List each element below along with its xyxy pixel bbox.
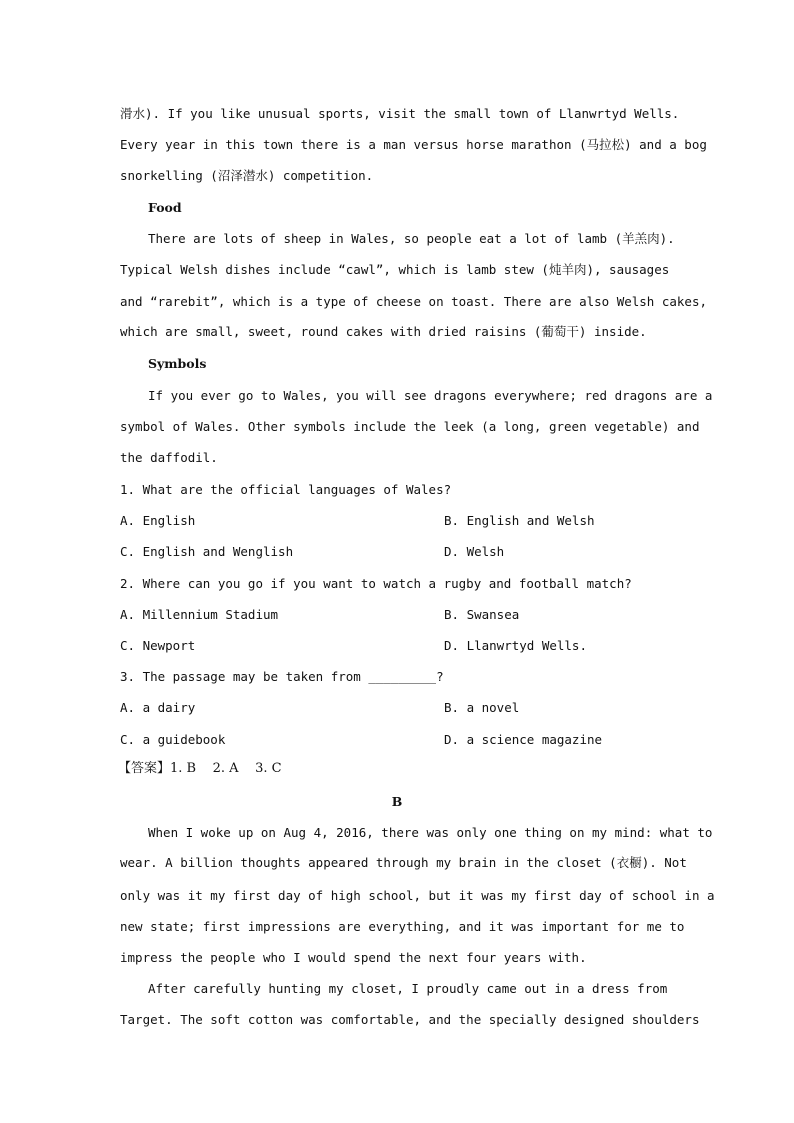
option-b: B. Swansea bbox=[444, 607, 520, 622]
option-a: A. English bbox=[120, 513, 196, 528]
passage-line: and “rarebit”, which is a type of cheese on toast. There are also Welsh cakes, bbox=[120, 294, 707, 309]
option-a: A. a dairy bbox=[120, 700, 196, 715]
answer-key: 【答案】1. B 2. A 3. C bbox=[118, 761, 282, 776]
passage-line: wear. A billion thoughts appeared through my brain in the closet (衣橱). Not bbox=[120, 855, 687, 870]
passage-line: which are small, sweet, round cakes with dried raisins (葡萄干) inside. bbox=[120, 324, 647, 339]
passage-line: Every year in this town there is a man versus horse marathon (马拉松) and a bog bbox=[120, 137, 707, 152]
option-b: B. a novel bbox=[444, 700, 520, 715]
passage-line: 滑水). If you like unusual sports, visit the small town of Llanwrtyd Wells. bbox=[120, 106, 680, 121]
option-c: C. English and Wenglish bbox=[120, 544, 294, 559]
passage-line: Target. The soft cotton was comfortable, and the specially designed shoulders bbox=[120, 1012, 700, 1027]
question-text: 2. Where can you go if you want to watch a rugby and football match? bbox=[120, 576, 632, 591]
option-b: B. English and Welsh bbox=[444, 513, 595, 528]
option-d: D. a science magazine bbox=[444, 732, 603, 747]
passage-line: Typical Welsh dishes include “cawl”, which is lamb stew (炖羊肉), sausages bbox=[120, 262, 670, 277]
option-c: C. a guidebook bbox=[120, 732, 226, 747]
passage-line: There are lots of sheep in Wales, so people eat a lot of lamb (羊羔肉). bbox=[148, 231, 675, 246]
passage-line: new state; first impressions are everything, and it was important for me to bbox=[120, 919, 685, 934]
passage-line: symbol of Wales. Other symbols include the leek (a long, green vegetable) and bbox=[120, 419, 700, 434]
passage-line: When I woke up on Aug 4, 2016, there was only one thing on my mind: what to bbox=[148, 825, 713, 840]
passage-line: only was it my first day of high school, but it was my first day of school in a bbox=[120, 888, 715, 903]
passage-line: the daffodil. bbox=[120, 450, 218, 465]
question-text: 1. What are the official languages of Wales? bbox=[120, 482, 452, 497]
option-c: C. Newport bbox=[120, 638, 196, 653]
passage-line: If you ever go to Wales, you will see dragons everywhere; red dragons are a bbox=[148, 388, 713, 403]
passage-line: impress the people who I would spend the next four years with. bbox=[120, 950, 587, 965]
option-a: A. Millennium Stadium bbox=[120, 607, 279, 622]
section-heading-food: Food bbox=[148, 200, 182, 215]
option-d: D. Welsh bbox=[444, 544, 505, 559]
option-d: D. Llanwrtyd Wells. bbox=[444, 638, 587, 653]
question-text: 3. The passage may be taken from _________? bbox=[120, 669, 444, 684]
section-heading-symbols: Symbols bbox=[148, 356, 207, 371]
section-label-b: B bbox=[391, 794, 403, 809]
passage-line: snorkelling (沼泽潜水) competition. bbox=[120, 168, 374, 183]
passage-line: After carefully hunting my closet, I proudly came out in a dress from bbox=[148, 981, 668, 996]
